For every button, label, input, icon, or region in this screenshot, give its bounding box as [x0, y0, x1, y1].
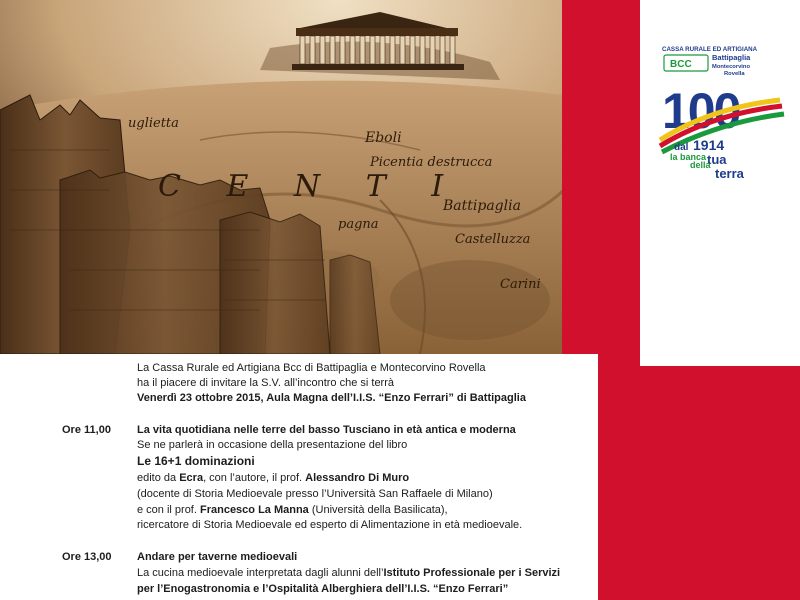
publisher-name: Ecra	[179, 472, 204, 484]
map-label-puglietta: uglietta	[128, 116, 179, 131]
session1-time: Ore 11,00	[62, 424, 111, 436]
map-label-eboli: Eboli	[365, 130, 402, 146]
session2-line3: per l’Enogastronomia e l’Ospitalità Alberghiera dell’I.I.S. “Enzo Ferrari”	[137, 583, 509, 595]
logo-place-3: Rovella	[724, 71, 745, 77]
logo-100: 100	[662, 83, 740, 139]
session1-speaker-role: ricercatore di Storia Medioevale ed esperto di Alimentazione in età medioevale.	[137, 519, 523, 531]
hero-image	[0, 0, 564, 354]
map-label-picentia: Picentia destrucca	[370, 155, 493, 170]
logo-panel	[640, 0, 800, 366]
map-label-centi: C E N T I	[158, 169, 462, 204]
institute-name: Istituto Professionale per i Servizi	[383, 567, 561, 579]
logo-place-1: Battipaglia	[712, 53, 751, 62]
logo-place-2: Montecorvino	[712, 64, 751, 70]
bcc-text: BCC	[670, 59, 692, 70]
author-name: Alessandro Di Muro	[305, 472, 410, 484]
session2-time: Ore 13,00	[62, 551, 112, 563]
red-band	[562, 0, 640, 366]
sepia-map-illustration	[0, 0, 564, 354]
session1-second-speaker: e con il prof. Francesco La Manna (Università della Basilicata),	[137, 504, 448, 516]
bcc-100-logo	[640, 0, 800, 200]
intro-line-1: La Cassa Rurale ed Artigiana Bcc di Battipaglia e Montecorvino Rovella	[137, 362, 486, 374]
map-label-castelluzza: Castelluzza	[455, 232, 531, 247]
speaker-name: Francesco La Manna	[199, 504, 309, 516]
intro-line-2: ha il piacere di invitare la S.V. all’incontro che si terrà	[137, 377, 395, 389]
intro-date-venue: Venerdì 23 ottobre 2015, Aula Magna dell’I.I.S. “Enzo Ferrari” di Battipaglia	[137, 392, 526, 404]
red-panel-lower	[598, 366, 800, 600]
invitation-text	[0, 354, 598, 600]
map-label-battipaglia: Battipaglia	[443, 198, 521, 214]
session1-line2: Se ne parlerà in occasione della presentazione del libro	[137, 439, 408, 451]
logo-year: 1914	[693, 137, 725, 153]
session1-editor-line: edito da Ecra, con l’autore, il prof. Alessandro Di Muro	[137, 472, 410, 484]
logo-top-line: CASSA RURALE ED ARTIGIANA	[662, 46, 758, 53]
session1-author-role: (docente di Storia Medioevale presso l’Università San Raffaele di Milano)	[137, 488, 493, 500]
logo-dal: dal	[674, 142, 689, 153]
logo-tua: tua	[707, 152, 727, 167]
session1-title: La vita quotidiana nelle terre del basso Tusciano in età antica e moderna	[137, 424, 516, 436]
session2-title: Andare per taverne medioevali	[137, 551, 298, 563]
logo-terra: terra	[715, 166, 744, 181]
session2-line2: La cucina medioevale interpretata dagli alunni dell’Istituto Professionale per i Servizi	[137, 567, 561, 579]
map-label-pagna: pagna	[338, 217, 379, 232]
logo-labanca: la banca	[670, 152, 707, 162]
book-title: Le 16+1 dominazioni	[137, 454, 255, 468]
logo-della: della	[690, 160, 711, 170]
map-label-carini: Carini	[500, 277, 541, 292]
